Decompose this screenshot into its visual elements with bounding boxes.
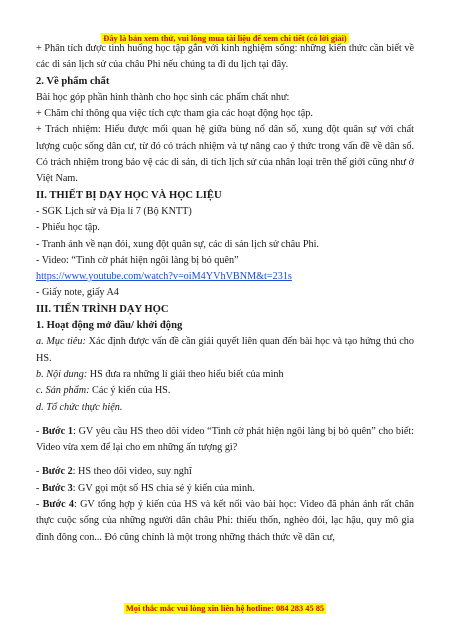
heading-hoat-dong: 1. Hoạt động mở đầu/ khởi động	[36, 320, 183, 332]
heading-thiet-bi: II. THIẾT BỊ DẠY HỌC VÀ HỌC LIỆU	[36, 189, 222, 201]
label-noi-dung: b. Nội dung:	[36, 368, 88, 380]
text-buoc-3: : GV gọi một số HS chia sẻ ý kiến của mình.	[72, 482, 255, 494]
paragraph-buoc-4: - Bước 4: GV tổng hợp ý kiến của HS và kết nối vào bài học: Video đã phản ánh rất chân thực cuộc sống của những người dân châu Phi: thiếu thốn, nghèo đói, lạc hậu, quy mô gia đình đông con... Đó cũng chính là một trong những thách thức về dân cư,	[36, 499, 414, 543]
hotline-banner-text: Mọi thắc mắc vui lòng xin liên hệ hotline: 084 283 45 85	[125, 604, 325, 613]
paragraph-noi-dung	[36, 367, 414, 383]
paragraph-phan-tich: + Phân tích được tình huống học tập gắn với kinh nghiệm sống: những kiến thức cần biết về các di sản lịch sử của châu Phi nếu chúng ta đi du lịch tại đây.	[36, 43, 414, 71]
item-phieu: - Phiếu học tập.	[36, 222, 100, 234]
label-buoc-1: Bước 1	[42, 425, 74, 437]
label-san-pham: c. Sản phẩm:	[36, 385, 90, 397]
video-link[interactable]: https://www.youtube.com/watch?v=oiM4YVhVBNM&t=231s	[36, 271, 292, 283]
hotline-banner	[0, 598, 450, 616]
label-buoc-2: Bước 2	[41, 466, 73, 478]
text-muc-tieu: Xác định được vấn đề cần giải quyết liên quan đến bài học và tạo hứng thú cho HS.	[36, 336, 414, 364]
label-buoc-3: Bước 3	[41, 482, 73, 494]
text-buoc-1: : GV yêu cầu HS theo dõi video “Tình cờ phát hiện ngôi làng bị bỏ quên” cho biết: Video vừa xem để lại cho em những ấn tượng gì?	[36, 425, 414, 454]
paragraph-intro-pham-chat: Bài học góp phần hình thành cho học sinh các phẩm chất như:	[36, 91, 290, 103]
label-muc-tieu: a. Mục tiêu:	[36, 336, 86, 348]
paragraph-trach-nhiem: + Trách nhiệm: Hiểu được mối quan hệ giữa bùng nổ dân số, xung đột quân sự với chất lượng cuộc sống dân cư, từ đó có trách nhiệm và tự nâng cao ý thức trong vấn đề về dân số. Có trách nhiệm trong bảo vệ các di sản, di tích lịch sử của nhân loại trên thế giới cũng như ở Việt Nam.	[36, 124, 414, 185]
text-buoc-2: : HS theo dõi video, suy nghĩ	[72, 466, 192, 478]
item-sgk: - SGK Lịch sử và Địa lí 7 (Bộ KNTT)	[36, 205, 192, 217]
heading-tien-trinh: III. TIẾN TRÌNH DẠY HỌC	[36, 303, 169, 315]
paragraph-to-chuc	[36, 400, 414, 416]
paragraph-san-pham	[36, 383, 414, 399]
paragraph-buoc-2: - Bước 2: HS theo dõi video, suy nghĩ	[36, 466, 192, 478]
preview-banner-text: Đây là bản xem thử, vui lòng mua tài liệu để xem chi tiết (có lời giải)	[103, 34, 347, 43]
text-buoc-4: : GV tổng hợp ý kiến của HS và kết nối vào bài học: Video đã phản ánh rất chân thực cuộc sống của những người dân châu Phi: thiếu thốn, nghèo đói, lạc hậu, quy mô gia đình đông con... Đó cũng chính là một trong những thách thức về dân cư,	[36, 499, 414, 543]
paragraph-muc-tieu	[36, 334, 414, 367]
paragraph-buoc-1: - Bước 1: GV yêu cầu HS theo dõi video “Tình cờ phát hiện ngôi làng bị bỏ quên” cho biết: Video vừa xem để lại cho em những ấn tượng gì?	[36, 425, 414, 454]
item-giay: - Giấy note, giấy A4	[36, 287, 119, 299]
item-video: - Video: “Tình cờ phát hiện ngôi làng bị bỏ quên”	[36, 254, 239, 266]
label-to-chuc: d. Tổ chức thực hiện.	[36, 401, 123, 413]
text-noi-dung: HS đưa ra những lí giải theo hiểu biết của mình	[87, 368, 284, 380]
label-buoc-4: Bước 4	[42, 499, 75, 511]
document-body	[36, 41, 414, 546]
heading-pham-chat: 2. Về phẩm chất	[36, 75, 110, 87]
item-tranh-anh: - Tranh ảnh về nạn đói, xung đột quân sự, các di sản lịch sử châu Phi.	[36, 238, 319, 250]
text-san-pham: Các ý kiến của HS.	[89, 385, 171, 397]
paragraph-buoc-3: - Bước 3: GV gọi một số HS chia sẻ ý kiến của mình.	[36, 482, 255, 494]
paragraph-cham-chi: + Chăm chỉ thông qua việc tích cực tham gia các hoạt động học tập.	[36, 108, 313, 120]
